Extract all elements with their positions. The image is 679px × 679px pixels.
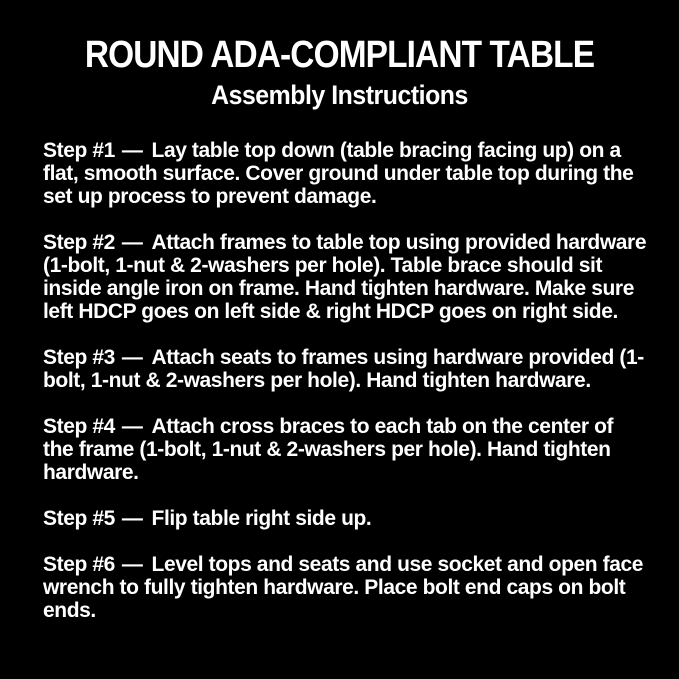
step-3 bbox=[43, 346, 647, 392]
step-2-separator: — bbox=[121, 230, 143, 254]
step-3-separator: — bbox=[121, 345, 143, 369]
step-1 bbox=[43, 139, 647, 208]
step-4-text: Attach cross braces to each tab on the center of the frame (1-bolt, 1-nut & 2-washers per hole). Hand tighten hardware. bbox=[43, 414, 614, 484]
step-3-text: Attach seats to frames using hardware provided (1-bolt, 1-nut & 2-washers per hole). Hand tighten hardware. bbox=[43, 345, 644, 392]
step-2-text: Attach frames to table top using provided hardware (1-bolt, 1-nut & 2-washers per hole). Table brace should sit inside angle iron on frame. Hand tighten hardware. Make sure left HDCP goes on left side & right HDCP goes on right side. bbox=[43, 230, 647, 323]
step-1-separator: — bbox=[121, 138, 143, 162]
page-title: ROUND ADA-COMPLIANT TABLE bbox=[84, 34, 595, 76]
step-5 bbox=[43, 507, 647, 530]
step-6 bbox=[43, 553, 647, 622]
step-2-label: Step #2 bbox=[43, 230, 115, 254]
step-2 bbox=[43, 231, 647, 323]
page-subtitle: Assembly Instructions bbox=[211, 80, 468, 110]
step-3-label: Step #3 bbox=[43, 345, 115, 369]
step-6-separator: — bbox=[121, 552, 143, 576]
step-5-separator: — bbox=[121, 506, 143, 530]
step-4-label: Step #4 bbox=[43, 414, 115, 438]
step-4 bbox=[43, 415, 647, 484]
step-1-text: Lay table top down (table bracing facing up) on a flat, smooth surface. Cover ground under table top during the set up process to prevent damage. bbox=[43, 138, 634, 208]
step-5-label: Step #5 bbox=[43, 506, 115, 530]
step-1-label: Step #1 bbox=[43, 138, 115, 162]
step-6-text: Level tops and seats and use socket and open face wrench to fully tighten hardware. Place bolt end caps on bolt ends. bbox=[43, 552, 644, 622]
step-4-separator: — bbox=[121, 414, 143, 438]
step-6-label: Step #6 bbox=[43, 552, 115, 576]
step-5-text: Flip table right side up. bbox=[151, 506, 372, 530]
steps-list bbox=[43, 139, 647, 622]
